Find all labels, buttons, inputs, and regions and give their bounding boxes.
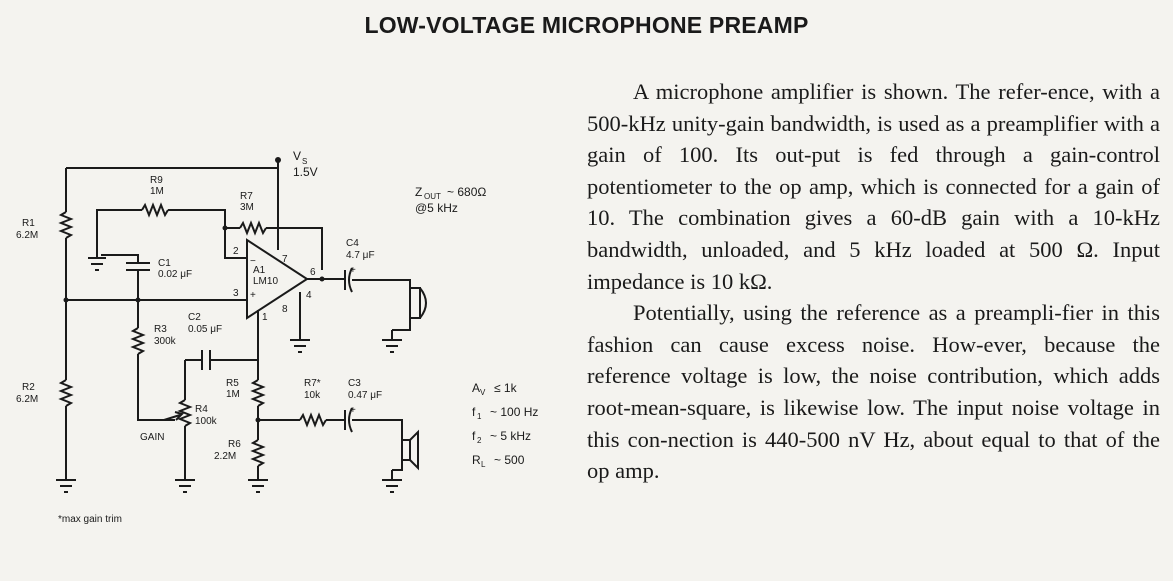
r5-name: R5: [226, 378, 239, 389]
opamp-name: A1: [253, 265, 266, 276]
spec-list: [472, 381, 538, 469]
supply-label: [293, 149, 318, 179]
spec-value: ~ 500: [494, 453, 525, 467]
spec-symbol: f: [472, 429, 476, 443]
opamp-part: LM10: [253, 276, 279, 287]
pin-label: 8: [282, 304, 288, 315]
zout-subscript: OUT: [424, 192, 441, 201]
spec-subscript: 1: [477, 412, 482, 421]
c4-value: 4.7 μF: [346, 250, 375, 261]
r5-value: 1M: [226, 389, 240, 400]
pin-label: 3: [233, 288, 239, 299]
zout-symbol: Z: [415, 185, 423, 199]
article-text: [587, 76, 1160, 487]
spec-subscript: 2: [477, 436, 482, 445]
supply-value: 1.5V: [293, 165, 318, 179]
r7-value: 3M: [240, 202, 254, 213]
pin-label: 2: [233, 246, 239, 257]
gain-label: GAIN: [140, 432, 165, 443]
zout-label: [415, 185, 486, 215]
supply-subscript: S: [302, 157, 308, 166]
r6-name: R6: [228, 439, 241, 450]
r9-name: R9: [150, 175, 163, 186]
pin-label: 6: [310, 267, 316, 278]
circuit-schematic: [0, 0, 585, 581]
opamp-plus: +: [250, 290, 256, 301]
r3-value: 300k: [154, 336, 176, 347]
c3-polarity: +: [350, 405, 356, 416]
c3-name: C3: [348, 378, 361, 389]
r4-name: R4: [195, 404, 208, 415]
c4-name: C4: [346, 238, 359, 249]
c3-value: 0.47 μF: [348, 390, 383, 401]
pin-label: 7: [282, 254, 288, 265]
opamp-minus: −: [250, 256, 256, 267]
supply-symbol: V: [293, 149, 302, 163]
r7star-name: R7*: [304, 378, 321, 389]
spec-value: ~ 5 kHz: [490, 429, 532, 443]
spec-symbol: A: [472, 381, 481, 395]
c2-name: C2: [188, 312, 201, 323]
spec-symbol: R: [472, 453, 481, 467]
spec-symbol: f: [472, 405, 476, 419]
r6-value: 2.2M: [214, 451, 237, 462]
pin-label: 1: [262, 312, 268, 323]
spec-value: ≤ 1k: [494, 381, 517, 395]
r3-name: R3: [154, 324, 167, 335]
zout-value: ~ 680Ω: [447, 185, 487, 199]
r7-name: R7: [240, 191, 253, 202]
r7star-value: 10k: [304, 390, 321, 401]
c2-value: 0.05 μF: [188, 324, 223, 335]
r9-value: 1M: [150, 186, 164, 197]
c1-value: 0.02 μF: [158, 269, 193, 280]
c1-name: C1: [158, 258, 171, 269]
r4-value: 100k: [195, 416, 217, 427]
r1-value: 6.2M: [16, 230, 39, 241]
r2-name: R2: [22, 382, 35, 393]
paragraph: Potentially, using the reference as a preampli-fier in this fashion can cause excess noise. How-ever, because the reference voltage is low, the noise contribution, which adds root-mean-square, is likewise low. The input noise voltage in this con-nection is 440-500 nV Hz, about equal to that of the op amp.: [587, 300, 1160, 484]
c4-polarity: +: [350, 265, 356, 276]
spec-subscript: V: [480, 388, 486, 397]
r2-value: 6.2M: [16, 394, 39, 405]
paragraph: A microphone amplifier is shown. The refer-ence, with a 500-kHz unity-gain bandwidth, is used as a preamplifier with a gain of 100. Its out-put is fed through a gain-control potentiometer to the op amp, which is connected for a gain of 10. The combination gives a 60-dB gain with a 10-kHz bandwidth, unloaded, and 5 kHz loaded at 500 Ω. Input impedance is 10 kΩ.: [587, 79, 1160, 294]
pin-label: 4: [306, 290, 312, 301]
footnote: *max gain trim: [58, 514, 122, 525]
spec-subscript: L: [481, 460, 486, 469]
page-title: LOW-VOLTAGE MICROPHONE PREAMP: [364, 12, 809, 38]
zout-frequency: @5 kHz: [415, 201, 458, 215]
spec-value: ~ 100 Hz: [490, 405, 539, 419]
r1-name: R1: [22, 218, 35, 229]
